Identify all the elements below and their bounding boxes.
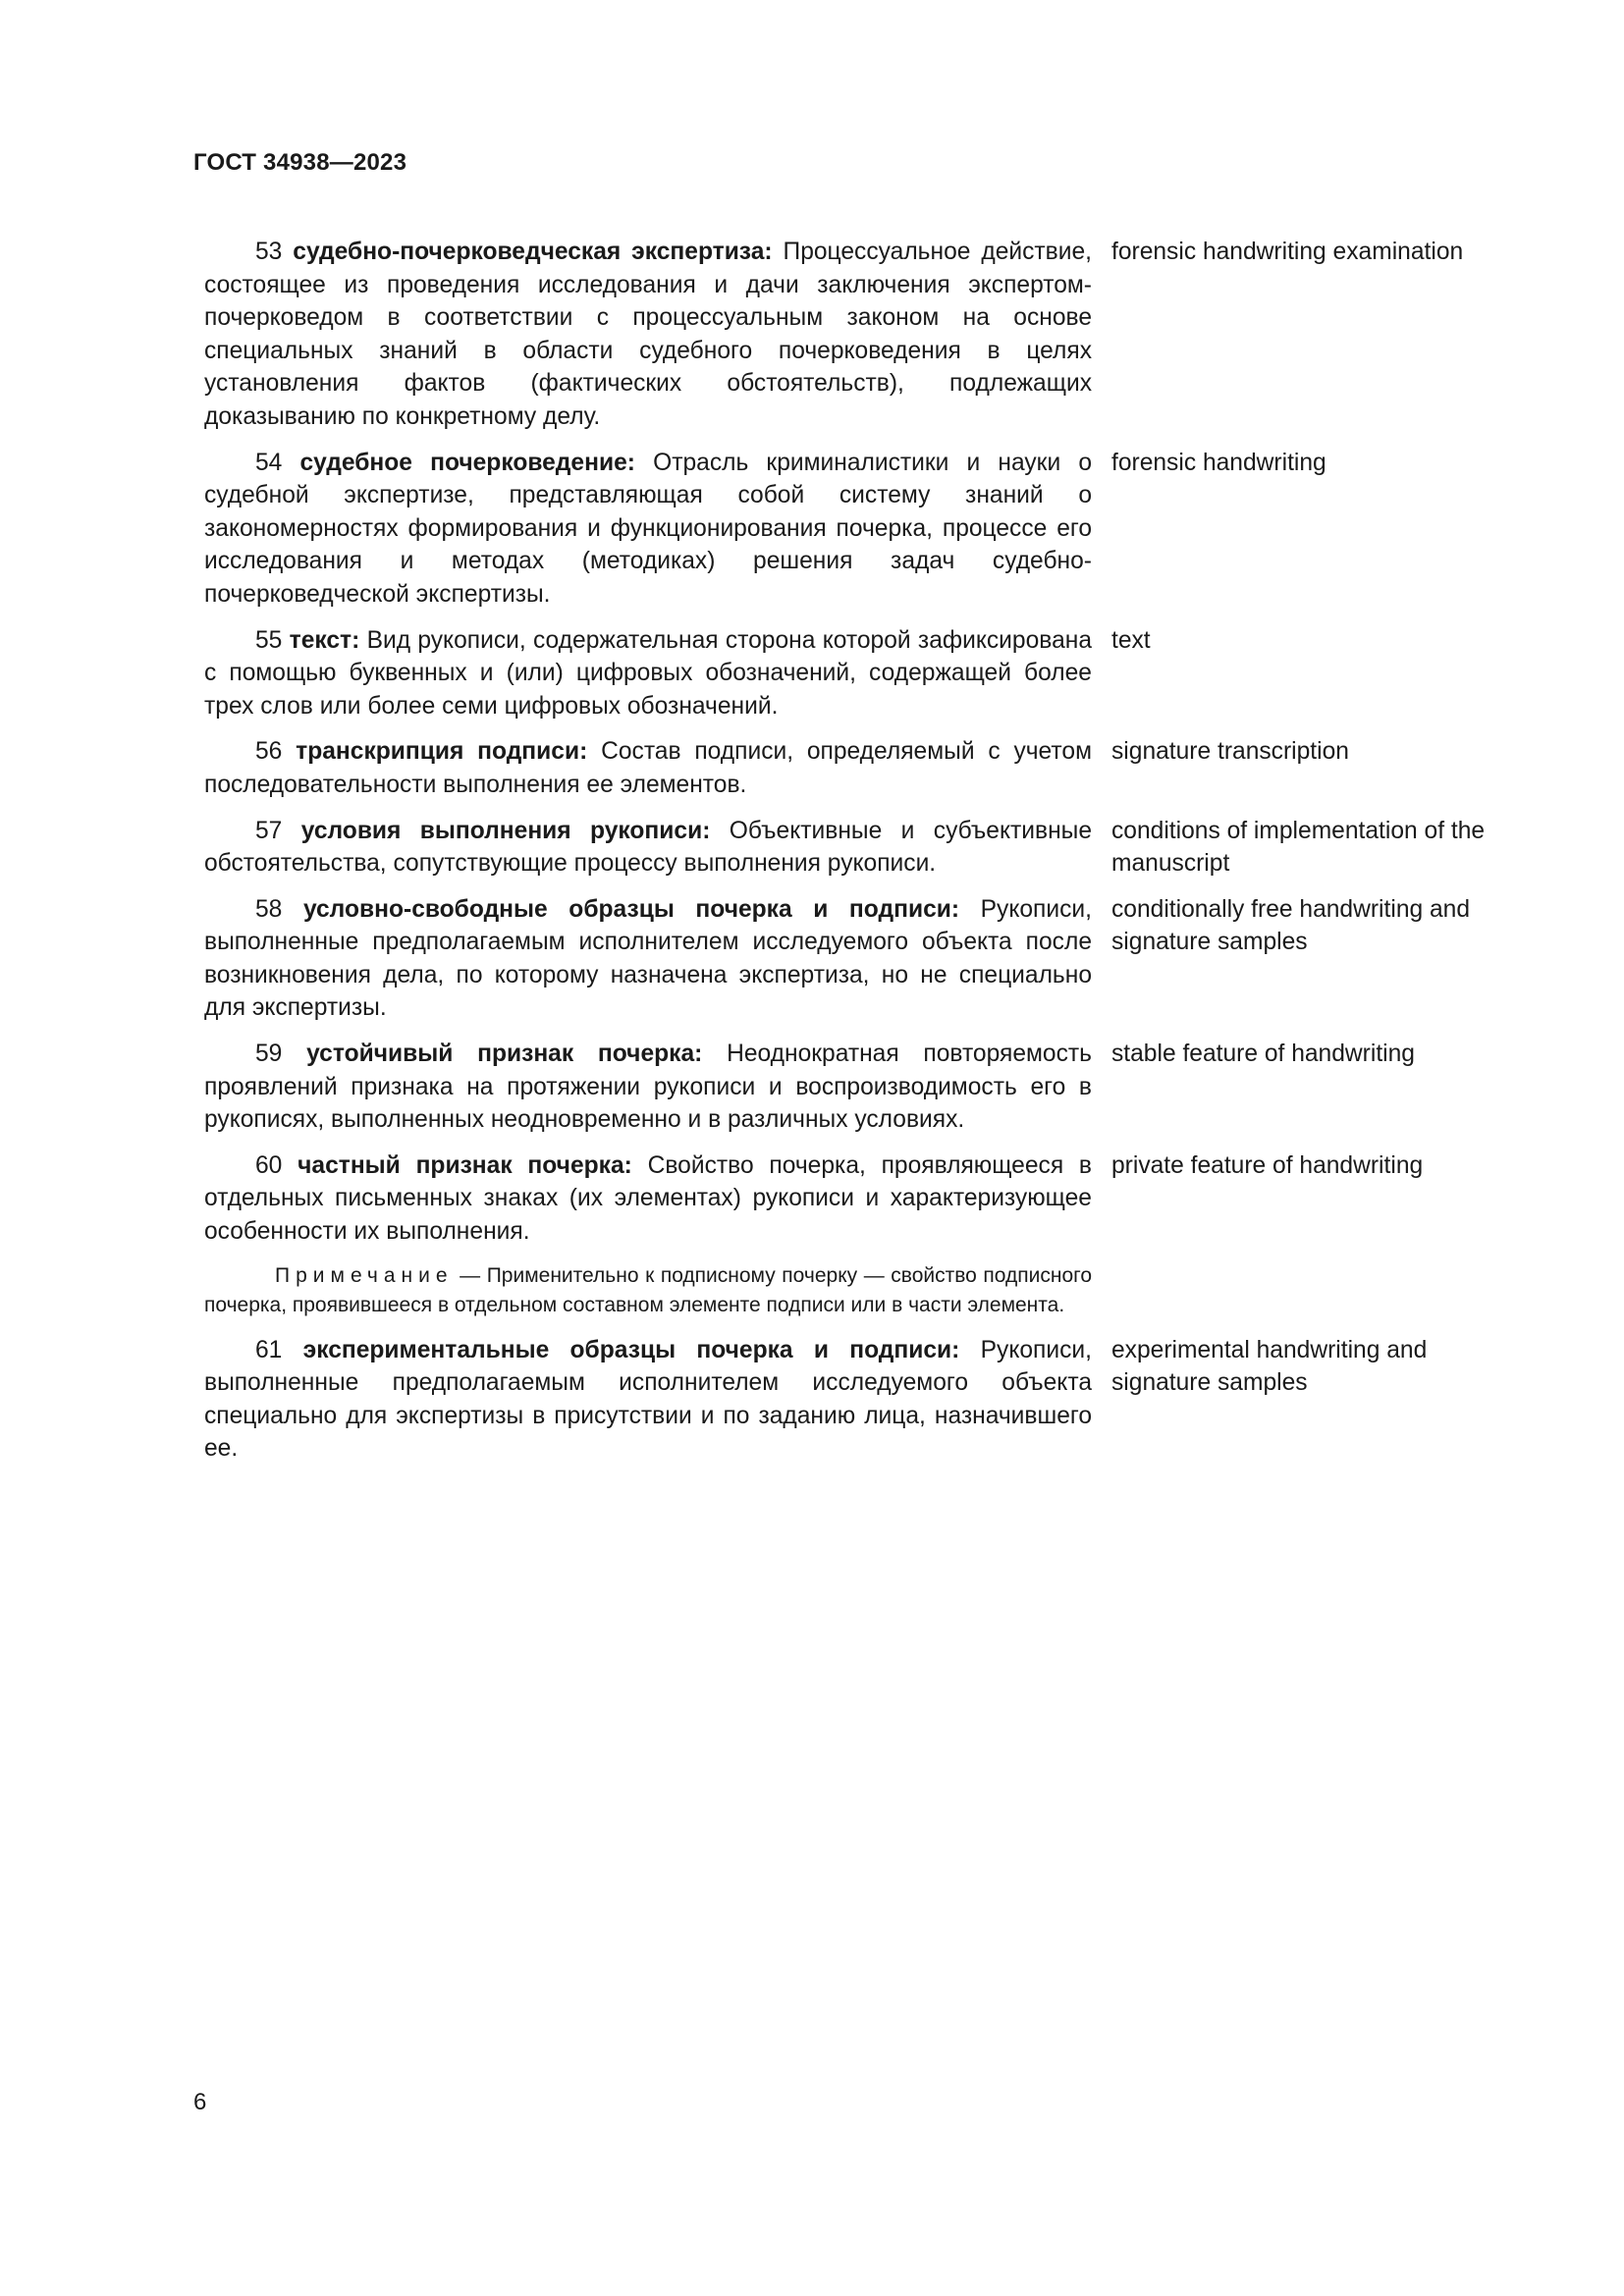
term-definition: Рукописи, выполненные предполагаемым исполнителем исследуемого объекта после возникновения дела, по которому назначена экспертиза, но не специально для экспертизы.: [204, 895, 1092, 1022]
term-number: 59: [255, 1041, 283, 1068]
term-english: conditionally free handwriting and signature samples: [1111, 895, 1471, 956]
term-name: частный признак почерка:: [298, 1151, 632, 1179]
term-definition-ru: [204, 236, 1092, 434]
term-english: signature transcription: [1111, 738, 1349, 766]
term-definition: Рукописи, выполненные предполагаемым исполнителем исследуемого объекта специально для экспертизы в присутствии и по заданию лица, назначившего ее.: [204, 1336, 1092, 1463]
term-number: 54: [255, 449, 283, 476]
term-definition-ru: [204, 1334, 1092, 1466]
term-english: forensic handwriting: [1111, 449, 1326, 476]
term-definition: Процессуальное действие, состоящее из проведения исследования и дачи заключения экспертом-почерковедом в соответствии с процессуальным законом на основе специальных знаний в области судебного почерковедения в целях установления фактов (фактических обстоятельств), подлежащих доказыванию по конкретному делу.: [204, 239, 1092, 430]
term-number: 57: [255, 817, 283, 844]
term-english: conditions of implementation of the manuscript: [1111, 817, 1486, 878]
term-definition: Отрасль криминалистики и науки о судебной экспертизе, представляющая собой систему знаний о закономерностях формирования и функционирования почерка, процессе его исследования и методах (методиках) решения задач судебно-почерковедческой экспертизы.: [204, 449, 1092, 608]
term-name: экспериментальные образцы почерка и подписи:: [302, 1336, 960, 1363]
term-entry-59: [204, 1038, 1500, 1137]
term-definition-ru: [204, 624, 1092, 723]
term-name: условия выполнения рукописи:: [300, 817, 711, 844]
term-definition-ru: [204, 447, 1092, 612]
term-english: text: [1111, 626, 1151, 654]
term-name: судебное почерковедение:: [299, 449, 635, 476]
term-english: experimental handwriting and signature samples: [1111, 1336, 1428, 1397]
term-name: судебно-почерковедческая экспертиза:: [293, 239, 773, 265]
term-definition: Состав подписи, определяемый с учетом последовательности выполнения ее элементов.: [204, 738, 1092, 798]
page-number: 6: [193, 2089, 207, 2115]
term-definition-ru: [204, 735, 1092, 801]
term-entry-56: [204, 735, 1500, 801]
term-definition-ru: [204, 893, 1092, 1025]
term-definition: Объективные и субъективные обстоятельства, сопутствующие процессу выполнения рукописи.: [204, 817, 1093, 878]
document-header: ГОСТ 34938—2023: [193, 149, 407, 176]
term-english: stable feature of handwriting: [1111, 1041, 1415, 1068]
term-entry-55: [204, 624, 1500, 723]
note-text: — Применительно к подписному почерку — свойство подписного почерка, проявившееся в отдельном составном элементе подписи или в части элемента.: [204, 1263, 1092, 1316]
term-entry-61: [204, 1334, 1500, 1466]
term-entry-60: [204, 1149, 1500, 1249]
term-name: текст:: [289, 626, 360, 654]
term-definition: Вид рукописи, содержательная сторона которой зафиксирована с помощью буквенных и (или) цифровых обозначений, содержащей более трех слов или более семи цифровых обозначений.: [204, 626, 1093, 720]
term-definition: Свойство почерка, проявляющееся в отдельных письменных знаках (их элементах) рукописи и характеризующее особенности их выполнения.: [204, 1151, 1092, 1246]
term-english: forensic handwriting examination: [1111, 239, 1464, 265]
term-entry-53: [204, 236, 1500, 434]
term-number: 55: [255, 626, 283, 654]
term-name: устойчивый признак почерка:: [306, 1041, 703, 1068]
term-number: 53: [255, 239, 283, 265]
term-entry-58: [204, 893, 1500, 1025]
note-label: Примечание: [275, 1263, 454, 1287]
term-definition-ru: [204, 815, 1092, 881]
term-name: условно-свободные образцы почерка и подписи:: [302, 895, 960, 923]
term-entry-54: [204, 447, 1500, 612]
term-entry-57: [204, 815, 1500, 881]
term-definition-ru: [204, 1038, 1092, 1137]
term-number: 60: [255, 1151, 283, 1179]
term-name: транскрипция подписи:: [296, 738, 588, 766]
term-note: [204, 1261, 1092, 1320]
term-number: 61: [255, 1336, 283, 1363]
term-number: 58: [255, 895, 283, 923]
terms-list: [204, 236, 1500, 1478]
term-definition: Неоднократная повторяемость проявлений признака на протяжении рукописи и воспроизводимость его в рукописях, выполненных неодновременно и в различных условиях.: [204, 1041, 1092, 1134]
term-definition-ru: [204, 1149, 1092, 1249]
term-number: 56: [255, 738, 283, 766]
term-english: private feature of handwriting: [1111, 1151, 1424, 1179]
